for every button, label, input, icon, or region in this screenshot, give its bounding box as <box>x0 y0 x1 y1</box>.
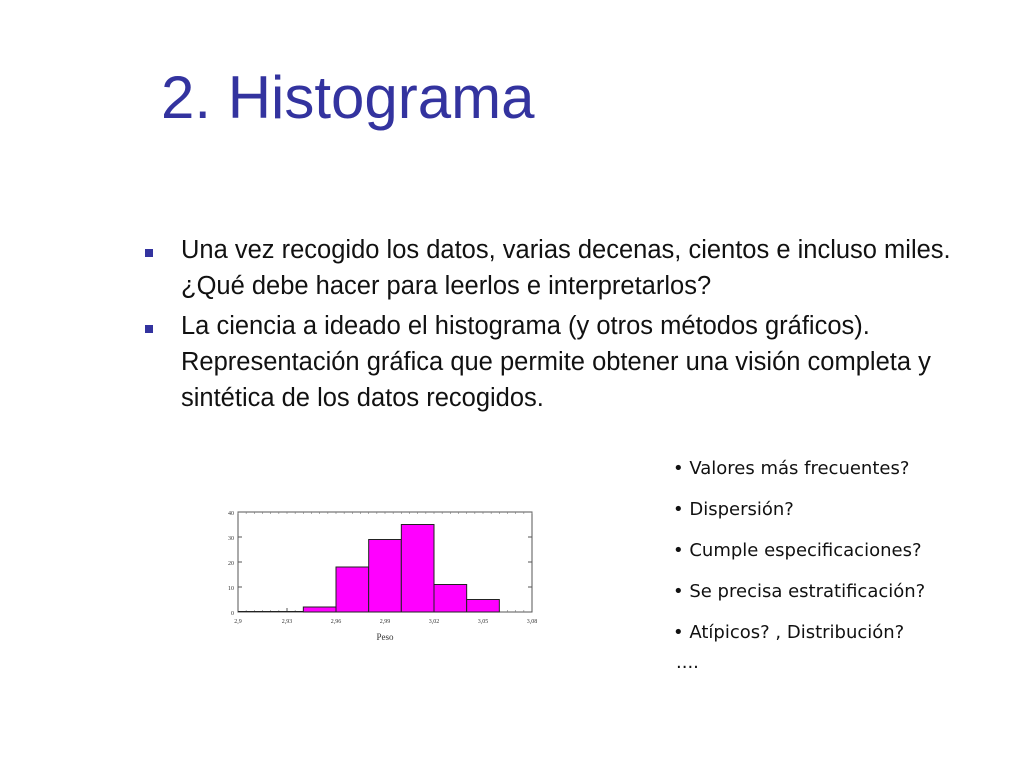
histogram-bar <box>303 607 336 612</box>
histogram-bar <box>401 525 434 613</box>
y-tick-label: 30 <box>228 536 234 542</box>
histogram-bar <box>467 600 500 613</box>
x-tick-label: 2,9 <box>234 619 242 625</box>
main-bullet-text: Una vez recogido los datos, varias decenas, cientos e incluso miles. ¿Qué debe hacer para leerlos e interpretarlos? <box>181 236 951 300</box>
x-tick-label: 2,99 <box>379 619 391 625</box>
histogram-chart <box>220 500 540 650</box>
question-item: • Atípicos? , Distribución? <box>673 622 905 643</box>
main-bullet-item <box>140 308 1010 416</box>
x-tick-label: 3,02 <box>428 619 440 625</box>
histogram-bar <box>336 567 369 612</box>
square-bullet-icon <box>145 325 153 333</box>
y-tick-label: 10 <box>228 586 234 592</box>
question-item: • Se precisa estratificación? <box>673 581 926 602</box>
y-tick-label: 0 <box>231 611 234 617</box>
histogram-bar <box>369 540 402 613</box>
slide-title: 2. Histograma <box>161 64 535 131</box>
y-tick-label: 20 <box>228 561 234 567</box>
x-tick-label: 2,93 <box>281 619 293 625</box>
main-bullet-item <box>140 232 1010 304</box>
square-bullet-icon <box>145 249 153 257</box>
question-item: • Valores más frecuentes? <box>673 458 910 479</box>
x-axis-label: Peso <box>376 632 394 642</box>
x-tick-label: 3,05 <box>477 619 489 625</box>
question-list <box>673 455 925 660</box>
question-item: • Cumple especificaciones? <box>673 540 922 561</box>
histogram-bar <box>434 585 467 613</box>
main-bullet-text: La ciencia a ideado el histograma (y otros métodos gráficos). Representación gráfica que permite obtener una visión completa y sintética de los datos recogidos. <box>181 312 931 412</box>
x-tick-label: 2,96 <box>330 619 342 625</box>
x-tick-label: 3,08 <box>526 619 538 625</box>
question-item: • Dispersión? <box>673 499 794 520</box>
main-bullet-list <box>140 232 1010 420</box>
y-tick-label: 40 <box>228 511 234 517</box>
question-ellipsis: .... <box>676 652 699 673</box>
